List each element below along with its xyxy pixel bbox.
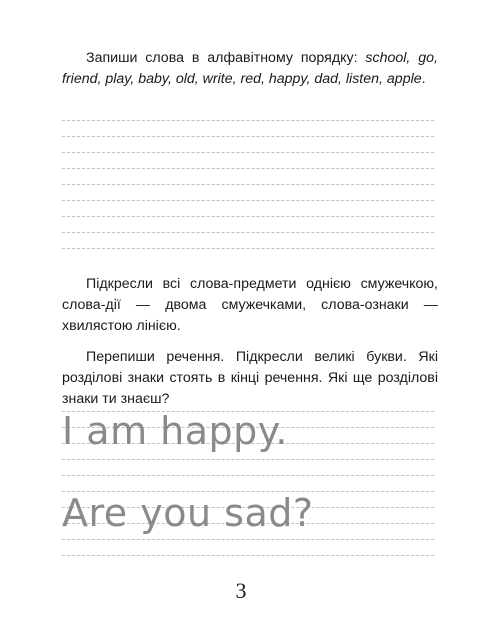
writing-line — [62, 539, 434, 540]
task-1-word-list: school, go, friend, play, baby, old, write, red, happy, dad, listen, apple — [62, 50, 438, 87]
task-alphabetical-order-text — [62, 48, 438, 90]
task-1-instruction: Запиши слова в алфавітному порядку: — [86, 50, 366, 66]
writing-line — [62, 555, 434, 556]
writing-line — [62, 248, 434, 249]
copy-sentence-2: Are you sad? — [62, 491, 314, 535]
writing-line — [62, 216, 434, 217]
writing-line — [62, 152, 434, 153]
writing-line — [62, 232, 434, 233]
task-2-text: Підкресли всі слова-предмети однією смужечкою, слова-дії — двома смужечками, слова-ознаки — хвилястою лінією. — [62, 276, 438, 334]
writing-line — [62, 136, 434, 137]
task-3-text: Перепиши речення. Підкресли великі букви. Які розділові знаки стоять в кінці речення. Які ще розділові знаки ти знаєш? — [62, 349, 438, 407]
writing-line — [62, 168, 434, 169]
writing-line — [62, 200, 434, 201]
page-number: 3 — [235, 578, 247, 603]
task-alphabetical-order — [62, 48, 438, 90]
writing-line — [62, 475, 434, 476]
copy-sentence-1: I am happy. — [62, 409, 288, 453]
task-underline-words — [62, 274, 438, 337]
writing-line — [62, 120, 434, 121]
task-1-period: . — [421, 71, 426, 87]
writing-line — [62, 459, 434, 460]
writing-line — [62, 184, 434, 185]
task-copy-sentences — [62, 347, 438, 410]
